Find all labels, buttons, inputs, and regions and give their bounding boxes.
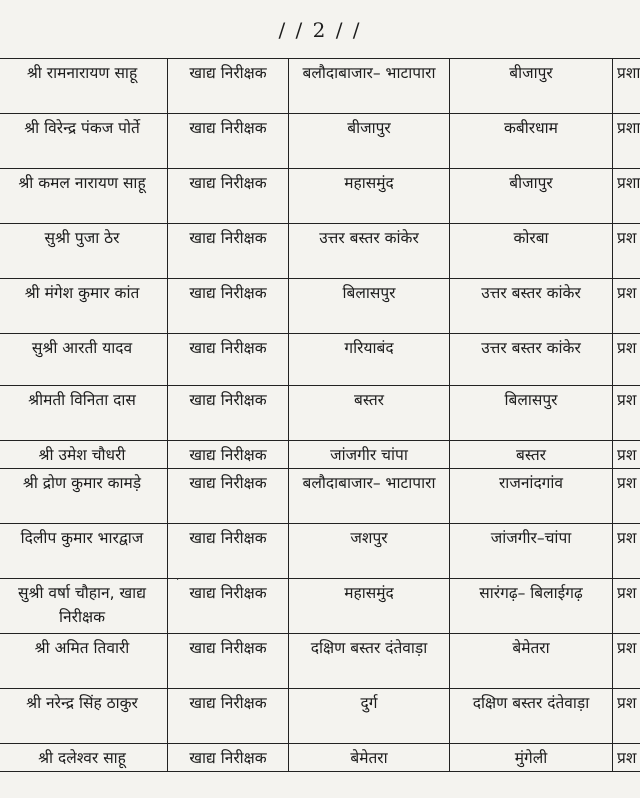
remark-cell: प्रश [613,224,640,279]
table-row [0,279,640,334]
table-row [0,169,640,224]
remark-cell: प्रशा [613,169,640,224]
from-district-cell: उत्तर बस्तर कांकेर [289,224,450,279]
remark-cell: प्रश [613,689,640,744]
officer-name-cell: श्री दलेश्वर साहू [0,744,168,772]
to-district-cell: बीजापुर [450,169,613,224]
page-number: / / 2 / / [278,18,362,42]
from-district-cell: बेमेतरा [289,744,450,772]
post-cell: खाद्य निरीक्षक [168,469,289,524]
from-district-cell: बिलासपुर [289,279,450,334]
officer-name-cell: श्री कमल नारायण साहू [0,169,168,224]
officer-name-cell: सुश्री आरती यादव [0,334,168,386]
remark-cell: प्रश [613,744,640,772]
to-district-cell: बिलासपुर [450,386,613,441]
remark-cell: प्रश [613,386,640,441]
post-cell: खाद्य निरीक्षक [168,689,289,744]
post-cell: खाद्य निरीक्षक [168,114,289,169]
from-district-cell: जांजगीर चांपा [289,441,450,469]
from-district-cell: दक्षिण बस्तर दंतेवाड़ा [289,634,450,689]
officer-name-cell: श्री विरेन्द्र पंकज पोर्ते [0,114,168,169]
table-row [0,689,640,744]
post-cell: खाद्य निरीक्षक [168,279,289,334]
to-district-cell: बीजापुर [450,59,613,114]
table-row [0,224,640,279]
from-district-cell: महासमुंद [289,579,450,634]
post-cell: खाद्य निरीक्षक [168,224,289,279]
post-cell: खाद्य निरीक्षक [168,441,289,469]
from-district-cell: महासमुंद [289,169,450,224]
to-district-cell: कोरबा [450,224,613,279]
to-district-cell: सारंगढ़– बिलाईगढ़ [450,579,613,634]
from-district-cell: बीजापुर [289,114,450,169]
officer-name-cell: श्रीमती विनिता दास [0,386,168,441]
table-row [0,469,640,524]
post-cell: खाद्य निरीक्षक [168,744,289,772]
to-district-cell: मुंगेली [450,744,613,772]
post-cell: खाद्य निरीक्षक [168,634,289,689]
table-row [0,524,640,579]
officer-name-cell: श्री मंगेश कुमार कांत [0,279,168,334]
from-district-cell: बलौदाबाजार– भाटापारा [289,469,450,524]
table-row [0,59,640,114]
to-district-cell: कबीरधाम [450,114,613,169]
officer-name-cell: श्री रामनारायण साहू [0,59,168,114]
mark-dot: · [176,575,180,586]
officer-name-cell: श्री अमित तिवारी [0,634,168,689]
to-district-cell: उत्तर बस्तर कांकेर [450,279,613,334]
officer-name-cell: श्री द्रोण कुमार कामड़े [0,469,168,524]
remark-cell: प्रश [613,524,640,579]
transfer-table [0,58,640,772]
post-cell: खाद्य निरीक्षक [168,59,289,114]
to-district-cell: उत्तर बस्तर कांकेर [450,334,613,386]
post-cell: खाद्य निरीक्षक [168,334,289,386]
remark-cell: प्रशा [613,114,640,169]
post-cell: खाद्य निरीक्षक [168,524,289,579]
table-row [0,334,640,386]
table-row [0,744,640,772]
officer-name-cell: श्री नरेन्द्र सिंह ठाकुर [0,689,168,744]
from-district-cell: बस्तर [289,386,450,441]
remark-cell: प्रश [613,634,640,689]
from-district-cell: बलौदाबाजार– भाटापारा [289,59,450,114]
post-cell: खाद्य निरीक्षक [168,579,289,634]
to-district-cell: बेमेतरा [450,634,613,689]
post-cell: खाद्य निरीक्षक [168,386,289,441]
table-row [0,634,640,689]
table-row [0,579,640,634]
officer-name-cell: सुश्री पुजा ठेर [0,224,168,279]
to-district-cell: बस्तर [450,441,613,469]
remark-cell: प्रश [613,579,640,634]
remark-cell: प्रशा [613,59,640,114]
from-district-cell: गरियाबंद [289,334,450,386]
officer-name-cell: सुश्री वर्षा चौहान, खाद्य निरीक्षक [0,579,168,634]
from-district-cell: दुर्ग [289,689,450,744]
table-row [0,386,640,441]
remark-cell: प्रश [613,279,640,334]
officer-name-cell: दिलीप कुमार भारद्वाज [0,524,168,579]
table-row [0,114,640,169]
officer-name-cell: श्री उमेश चौधरी [0,441,168,469]
to-district-cell: दक्षिण बस्तर दंतेवाड़ा [450,689,613,744]
remark-cell: प्रश [613,469,640,524]
transfer-table-body [0,59,640,772]
post-cell: खाद्य निरीक्षक [168,169,289,224]
to-district-cell: राजनांदगांव [450,469,613,524]
from-district-cell: जशपुर [289,524,450,579]
remark-cell: प्रश [613,334,640,386]
remark-cell: प्रश [613,441,640,469]
table-row [0,441,640,469]
to-district-cell: जांजगीर–चांपा [450,524,613,579]
